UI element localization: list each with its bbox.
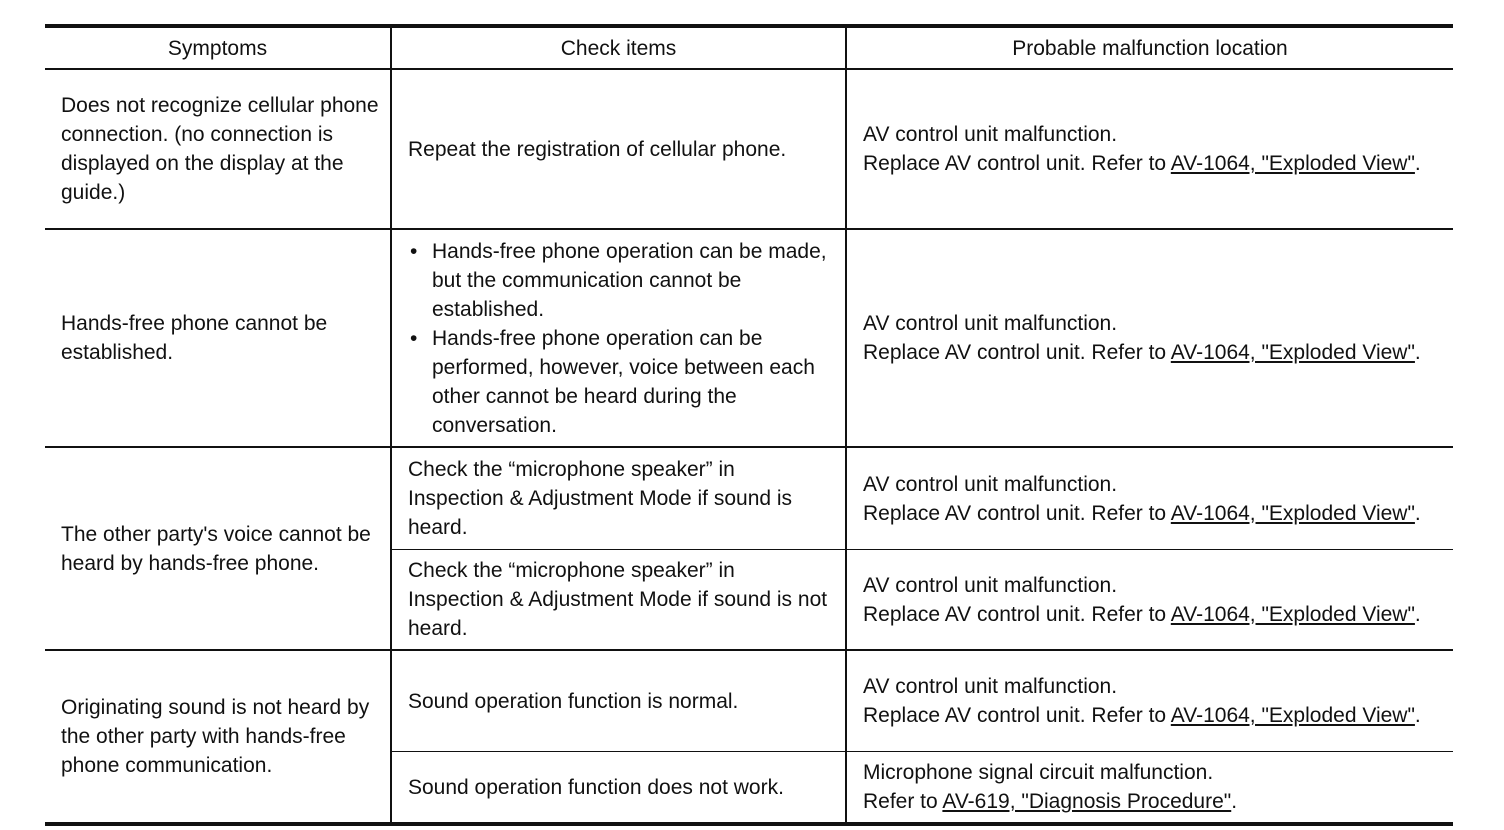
location-instruction: Replace AV control unit. Refer to xyxy=(863,152,1167,175)
header-symptoms: Symptoms xyxy=(45,26,391,69)
exploded-view-link[interactable]: AV-1064, "Exploded View" xyxy=(1170,704,1415,727)
location-cell: AV control unit malfunction. Replace AV control unit. Refer to AV-1064, "Exploded View". xyxy=(846,447,1453,550)
exploded-view-link[interactable]: AV-1064, "Exploded View" xyxy=(1170,501,1415,525)
check-item-cell xyxy=(391,650,846,752)
symptom-cell xyxy=(45,650,391,824)
location-instruction: Replace AV control unit. Refer to xyxy=(863,341,1167,364)
symptom-text: Hands-free phone cannot be established. xyxy=(61,312,328,364)
location-instruction: Refer to xyxy=(863,790,938,813)
location-cell: AV control unit malfunction. Replace AV control unit. Refer to AV-1064, "Exploded View". xyxy=(846,229,1453,447)
location-instruction: Replace AV control unit. Refer to xyxy=(863,704,1167,727)
location-cell: AV control unit malfunction. Replace AV control unit. Refer to AV-1064, "Exploded View". xyxy=(846,550,1453,651)
location-cell: Microphone signal circuit malfunction. Refer to AV-619, "Diagnosis Procedure". xyxy=(846,752,1453,825)
symptom-text: The other party's voice cannot be heard by hands-free phone. xyxy=(61,522,371,575)
location-cell: AV control unit malfunction. Replace AV control unit. Refer to AV-1064, "Exploded View". xyxy=(846,69,1453,229)
symptom-text: Does not recognize cellular phone connection. (no connection is displayed on the display at the guide.) xyxy=(61,94,379,204)
location-title: AV control unit malfunction. xyxy=(863,472,1118,496)
diagnosis-procedure-link[interactable]: AV-619, "Diagnosis Procedure" xyxy=(942,790,1232,813)
check-item-text: Check the “microphone speaker” in Inspection & Adjustment Mode if sound is heard. xyxy=(408,458,793,539)
check-item-text: Sound operation function is normal. xyxy=(408,689,739,713)
header-check-items: Check items xyxy=(391,26,846,69)
exploded-view-link[interactable]: AV-1064, "Exploded View" xyxy=(1170,152,1415,175)
table-row xyxy=(45,447,1453,550)
location-title: AV control unit malfunction. xyxy=(863,573,1118,597)
table-row xyxy=(45,69,1453,229)
location-title: Microphone signal circuit malfunction. xyxy=(863,761,1214,784)
check-item-cell xyxy=(391,229,846,447)
check-item-text: Repeat the registration of cellular phone. xyxy=(408,137,787,161)
check-item-cell xyxy=(391,550,846,651)
symptom-cell xyxy=(45,447,391,650)
diagnosis-table xyxy=(45,24,1453,826)
check-item-bullet-list xyxy=(408,237,831,440)
check-item-text: Check the “microphone speaker” in Inspection & Adjustment Mode if sound is not heard. xyxy=(408,559,828,640)
location-instruction: Replace AV control unit. Refer to xyxy=(863,602,1167,626)
check-item-cell xyxy=(391,447,846,550)
bullet-item: • Hands-free phone operation can be made, but the communication cannot be established. xyxy=(408,237,831,324)
location-title: AV control unit malfunction. xyxy=(863,312,1118,335)
header-malfunction-location: Probable malfunction location xyxy=(846,26,1453,69)
location-title: AV control unit malfunction. xyxy=(863,123,1118,146)
exploded-view-link[interactable]: AV-1064, "Exploded View" xyxy=(1170,341,1415,364)
symptom-text: Originating sound is not heard by the other party with hands-free phone communication. xyxy=(61,696,370,777)
location-title: AV control unit malfunction. xyxy=(863,675,1118,698)
symptom-cell xyxy=(45,229,391,447)
table-row xyxy=(45,650,1453,752)
check-item-cell xyxy=(391,752,846,825)
symptom-cell xyxy=(45,69,391,229)
check-item-text: Sound operation function does not work. xyxy=(408,775,784,799)
bullet-item: • Hands-free phone operation can be performed, however, voice between each other cannot be heard during the conversation. xyxy=(408,324,831,440)
location-instruction: Replace AV control unit. Refer to xyxy=(863,501,1167,525)
table-row xyxy=(45,229,1453,447)
check-item-cell xyxy=(391,69,846,229)
exploded-view-link[interactable]: AV-1064, "Exploded View" xyxy=(1170,602,1415,626)
header-row xyxy=(45,26,1453,69)
location-cell: AV control unit malfunction. Replace AV control unit. Refer to AV-1064, "Exploded View". xyxy=(846,650,1453,752)
